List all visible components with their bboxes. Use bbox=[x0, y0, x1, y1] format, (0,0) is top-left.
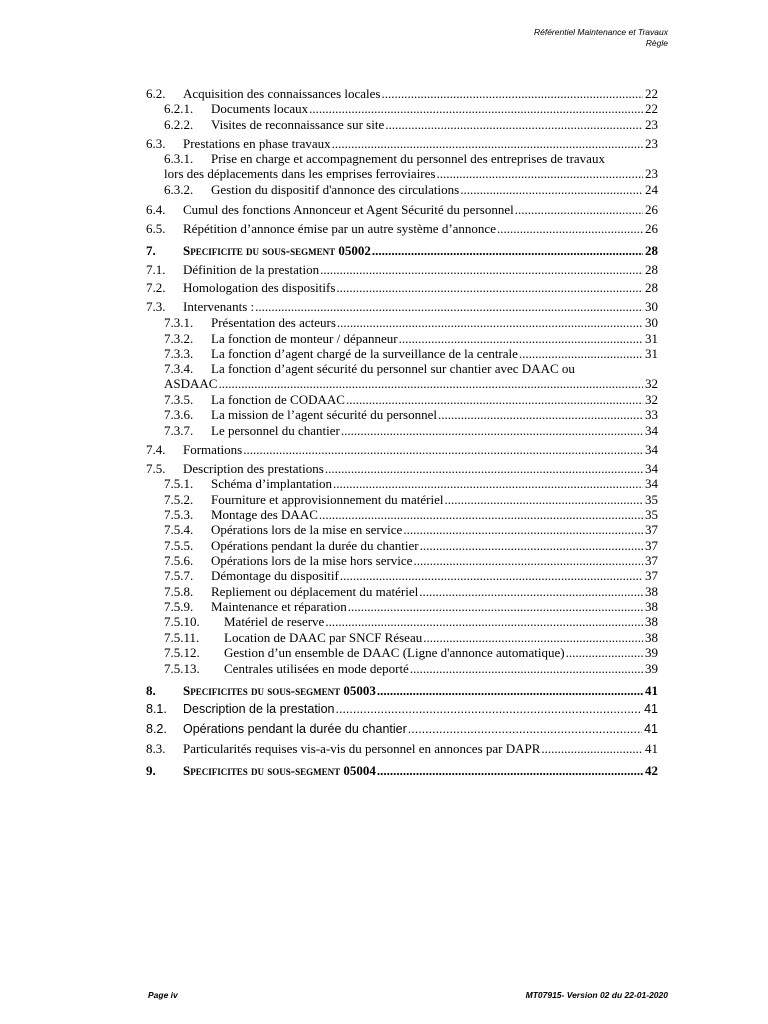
toc-entry-number: 7.5.12. bbox=[164, 645, 200, 660]
toc-dot-leader bbox=[372, 243, 643, 258]
toc-entry-number: 7.5.7. bbox=[164, 568, 194, 583]
toc-entry-number: 6.2.1. bbox=[164, 101, 194, 116]
toc-dot-leader bbox=[377, 683, 643, 698]
toc-entry[interactable] bbox=[164, 101, 658, 116]
toc-page-number: 28 bbox=[645, 262, 658, 277]
toc-entry[interactable] bbox=[146, 243, 658, 258]
toc-page-number: 22 bbox=[645, 101, 658, 116]
toc-entry-title bbox=[183, 243, 371, 258]
toc-page-number: 38 bbox=[645, 599, 658, 614]
toc-entry-title: Présentation des acteurs bbox=[211, 315, 336, 330]
toc-page-number: 28 bbox=[645, 280, 658, 295]
toc-entry-code: 05002 bbox=[338, 243, 371, 258]
toc-entry-number: 7.5.2. bbox=[164, 492, 194, 507]
toc-entry-title: Formations bbox=[183, 442, 243, 457]
toc-entry[interactable] bbox=[164, 614, 658, 629]
toc-entry[interactable] bbox=[146, 683, 658, 698]
toc-entry[interactable] bbox=[146, 741, 658, 756]
toc-entry-title: La fonction d’agent sécurité du personnel sur chantier avec DAAC ou bbox=[211, 361, 575, 376]
toc-dot-leader bbox=[340, 568, 643, 583]
toc-entry[interactable] bbox=[164, 645, 658, 660]
toc-entry[interactable] bbox=[164, 346, 658, 361]
toc-entry-code: 05003 bbox=[343, 683, 376, 698]
toc-entry-line[interactable] bbox=[164, 361, 658, 376]
toc-entry-title: La fonction de CODAAC bbox=[211, 392, 345, 407]
toc-page-number: 23 bbox=[645, 117, 658, 132]
toc-entry-title: Prestations en phase travaux bbox=[183, 136, 331, 151]
toc-dot-leader bbox=[438, 407, 643, 422]
toc-page-number: 41 bbox=[644, 702, 658, 716]
toc-dot-leader bbox=[436, 166, 643, 181]
toc-entry-number: 7.5.6. bbox=[164, 553, 194, 568]
toc-entry[interactable] bbox=[164, 166, 658, 181]
toc-entry-title: Repliement ou déplacement du matériel bbox=[211, 584, 419, 599]
toc-dot-leader bbox=[419, 584, 643, 599]
toc-entry-number: 6.3.1. bbox=[164, 151, 194, 166]
toc-page-number: 42 bbox=[645, 763, 658, 778]
toc-entry-title-continuation: lors des déplacements dans les emprises ferroviaires bbox=[164, 166, 436, 181]
toc-entry-number: 7.5.9. bbox=[164, 599, 194, 614]
toc-entry[interactable] bbox=[146, 136, 658, 151]
toc-entry-number: 7.5.11. bbox=[164, 630, 200, 645]
toc-entry-number: 7.5.8. bbox=[164, 584, 194, 599]
toc-entry-title: Homologation des dispositifs bbox=[183, 280, 336, 295]
toc-entry-number: 7.5.3. bbox=[164, 507, 194, 522]
toc-dot-leader bbox=[335, 702, 642, 717]
toc-dot-leader bbox=[460, 182, 643, 197]
toc-page-number: 26 bbox=[645, 202, 658, 217]
toc-entry-number: 7.3.3. bbox=[164, 346, 194, 361]
toc-entry-title: Définition de la prestation bbox=[183, 262, 320, 277]
toc-entry[interactable] bbox=[164, 376, 658, 391]
toc-dot-leader bbox=[566, 645, 643, 660]
toc-dot-leader bbox=[541, 741, 643, 756]
toc-entry-title: Démontage du dispositif bbox=[211, 568, 339, 583]
toc-dot-leader bbox=[381, 86, 643, 101]
toc-page-number: 34 bbox=[645, 461, 658, 476]
toc-entry[interactable] bbox=[146, 262, 658, 277]
toc-entry-title: Montage des DAAC bbox=[211, 507, 318, 522]
toc-entry[interactable] bbox=[146, 280, 658, 295]
toc-page-number: 34 bbox=[645, 442, 658, 457]
toc-entry[interactable] bbox=[164, 568, 658, 583]
toc-page-number: 31 bbox=[645, 331, 658, 346]
toc-entry-title: Intervenants : bbox=[183, 299, 255, 314]
toc-entry-title: Opérations pendant la durée du chantier bbox=[211, 538, 419, 553]
toc-page-number: 37 bbox=[645, 538, 658, 553]
toc-entry-title: Le personnel du chantier bbox=[211, 423, 340, 438]
toc-entry-title: Gestion d’un ensemble de DAAC (Ligne d'annonce automatique) bbox=[224, 645, 565, 660]
toc-page-number: 28 bbox=[645, 243, 658, 258]
toc-page-number: 37 bbox=[645, 522, 658, 537]
toc-dot-leader bbox=[218, 376, 643, 391]
toc-page-number: 41 bbox=[644, 722, 658, 736]
toc-entry[interactable] bbox=[146, 722, 658, 737]
toc-dot-leader bbox=[333, 476, 643, 491]
toc-entry-number: 7.4. bbox=[146, 442, 166, 457]
toc-page-number: 37 bbox=[645, 568, 658, 583]
toc-dot-leader bbox=[332, 136, 643, 151]
toc-entry-title: Acquisition des connaissances locales bbox=[183, 86, 381, 101]
toc-page-number: 30 bbox=[645, 299, 658, 314]
toc-entry-number: 7.3.6. bbox=[164, 407, 194, 422]
toc-entry[interactable] bbox=[164, 661, 658, 676]
toc-entry-number: 7.3.5. bbox=[164, 392, 194, 407]
toc-entry-title: Cumul des fonctions Annonceur et Agent Sécurité du personnel bbox=[183, 202, 514, 217]
toc-entry-number: 6.3.2. bbox=[164, 182, 194, 197]
toc-entry-number: 7.3.2. bbox=[164, 331, 194, 346]
toc-entry-title bbox=[183, 763, 376, 778]
toc-dot-leader bbox=[445, 492, 644, 507]
toc-dot-leader bbox=[399, 331, 643, 346]
toc-dot-leader bbox=[519, 346, 643, 361]
toc-entry[interactable] bbox=[164, 476, 658, 491]
toc-dot-leader bbox=[377, 763, 643, 778]
toc-entry-title: Description des prestations bbox=[183, 461, 324, 476]
toc-entry[interactable] bbox=[164, 538, 658, 553]
toc-dot-leader bbox=[255, 299, 643, 314]
toc-dot-leader bbox=[346, 392, 643, 407]
toc-entry[interactable] bbox=[146, 86, 658, 101]
toc-dot-leader bbox=[325, 614, 643, 629]
toc-entry-title: Répétition d’annonce émise par un autre système d’annonce bbox=[183, 221, 496, 236]
toc-entry-title: Documents locaux bbox=[211, 101, 309, 116]
toc-page-number: 30 bbox=[645, 315, 658, 330]
toc-entry-title: Maintenance et réparation bbox=[211, 599, 347, 614]
toc-entry[interactable] bbox=[164, 182, 658, 197]
toc-entry-title: Opérations lors de la mise en service bbox=[211, 522, 403, 537]
toc-dot-leader bbox=[385, 117, 643, 132]
toc-page-number: 37 bbox=[645, 553, 658, 568]
toc-entry[interactable] bbox=[164, 492, 658, 507]
toc-entry-number: 8.2. bbox=[146, 722, 167, 736]
toc-entry[interactable] bbox=[164, 117, 658, 132]
toc-entry[interactable] bbox=[146, 221, 658, 236]
toc-entry[interactable] bbox=[146, 763, 658, 778]
toc-entry[interactable] bbox=[164, 407, 658, 422]
toc-entry-number: 7.5.1. bbox=[164, 476, 194, 491]
footer-document-version: MT07915- Version 02 du 22-01-2020 bbox=[525, 990, 668, 1000]
toc-entry-number: 6.4. bbox=[146, 202, 166, 217]
toc-dot-leader bbox=[413, 553, 643, 568]
toc-entry-title: Location de DAAC par SNCF Réseau bbox=[224, 630, 423, 645]
toc-dot-leader bbox=[309, 101, 643, 116]
toc-entry-title: La mission de l’agent sécurité du personnel bbox=[211, 407, 437, 422]
toc-entry-title-continuation: ASDAAC bbox=[164, 376, 218, 391]
toc-page-number: 33 bbox=[645, 407, 658, 422]
toc-dot-leader bbox=[243, 442, 643, 457]
toc-entry[interactable] bbox=[164, 507, 658, 522]
toc-entry-title: Opérations pendant la durée du chantier bbox=[183, 722, 407, 736]
toc-entry-number: 7.3.4. bbox=[164, 361, 194, 376]
toc-entry-number: 7.1. bbox=[146, 262, 166, 277]
toc-dot-leader bbox=[420, 538, 643, 553]
toc-entry[interactable] bbox=[146, 202, 658, 217]
toc-dot-leader bbox=[325, 461, 643, 476]
toc-page-number: 32 bbox=[645, 392, 658, 407]
toc-page-number: 35 bbox=[645, 492, 658, 507]
toc-entry[interactable] bbox=[146, 461, 658, 476]
toc-entry-number: 7.5.5. bbox=[164, 538, 194, 553]
toc-dot-leader bbox=[341, 423, 643, 438]
toc-page-number: 38 bbox=[645, 614, 658, 629]
toc-entry-title-text: Specificites du sous-segment bbox=[183, 763, 341, 778]
toc-entry-title: Prise en charge et accompagnement du personnel des entreprises de travaux bbox=[211, 151, 605, 166]
header-title: Référentiel Maintenance et Travaux bbox=[533, 27, 668, 37]
toc-entry-number: 8.3. bbox=[146, 741, 166, 756]
toc-dot-leader bbox=[336, 280, 643, 295]
toc-page-number: 38 bbox=[645, 630, 658, 645]
toc-page-number: 34 bbox=[645, 423, 658, 438]
toc-entry-number: 8. bbox=[146, 683, 156, 698]
toc-entry-number: 7.5. bbox=[146, 461, 166, 476]
toc-entry-number: 7.3. bbox=[146, 299, 166, 314]
toc-entry[interactable] bbox=[164, 584, 658, 599]
toc-dot-leader bbox=[410, 661, 643, 676]
page-header bbox=[534, 27, 668, 49]
toc-entry-title: Schéma d’implantation bbox=[211, 476, 332, 491]
toc-dot-leader bbox=[408, 722, 642, 737]
toc-entry[interactable] bbox=[164, 331, 658, 346]
toc-page-number: 32 bbox=[645, 376, 658, 391]
toc-entry-title: Particularités requises vis-a-vis du personnel en annonces par DAPR bbox=[183, 741, 541, 756]
toc-entry-title: Gestion du dispositif d'annonce des circulations bbox=[211, 182, 460, 197]
toc-page-number: 41 bbox=[645, 741, 658, 756]
toc-entry-number: 7. bbox=[146, 243, 156, 258]
toc-entry-title: Description de la prestation bbox=[183, 702, 335, 716]
toc-entry-number: 6.2.2. bbox=[164, 117, 194, 132]
toc-entry-title bbox=[183, 683, 376, 698]
toc-dot-leader bbox=[320, 262, 643, 277]
toc-entry-number: 6.3. bbox=[146, 136, 166, 151]
footer-page-number: Page iv bbox=[148, 990, 178, 1000]
toc-dot-leader bbox=[337, 315, 643, 330]
toc-entry-title-text: Specificites du sous-segment bbox=[183, 683, 341, 698]
toc-entry-code: 05004 bbox=[343, 763, 376, 778]
toc-entry[interactable] bbox=[164, 423, 658, 438]
toc-entry[interactable] bbox=[146, 442, 658, 457]
toc-entry-number: 7.5.4. bbox=[164, 522, 194, 537]
toc-page-number: 38 bbox=[645, 584, 658, 599]
toc-page-number: 26 bbox=[645, 221, 658, 236]
toc-entry-number: 8.1. bbox=[146, 702, 167, 716]
toc-entry-title: Visites de reconnaissance sur site bbox=[211, 117, 385, 132]
toc-dot-leader bbox=[515, 202, 643, 217]
toc-entry-number: 6.5. bbox=[146, 221, 166, 236]
toc-page-number: 39 bbox=[645, 645, 658, 660]
toc-entry[interactable] bbox=[164, 599, 658, 614]
toc-entry[interactable] bbox=[146, 702, 658, 717]
toc-page-number: 23 bbox=[645, 166, 658, 181]
toc-entry-number: 7.5.10. bbox=[164, 614, 200, 629]
toc-page-number: 39 bbox=[645, 661, 658, 676]
toc-page-number: 31 bbox=[645, 346, 658, 361]
toc-entry-line[interactable] bbox=[164, 151, 658, 166]
toc-entry-title: Opérations lors de la mise hors service bbox=[211, 553, 413, 568]
toc-page-number: 23 bbox=[645, 136, 658, 151]
toc-entry-title: La fonction d’agent chargé de la surveillance de la centrale bbox=[211, 346, 518, 361]
toc-page-number: 34 bbox=[645, 476, 658, 491]
toc-page-number: 41 bbox=[645, 683, 658, 698]
toc-entry-number: 7.5.13. bbox=[164, 661, 200, 676]
toc-entry[interactable] bbox=[146, 299, 658, 314]
toc-entry-number: 7.3.7. bbox=[164, 423, 194, 438]
toc-entry-number: 9. bbox=[146, 763, 156, 778]
toc-entry-number: 7.2. bbox=[146, 280, 166, 295]
toc-entry[interactable] bbox=[164, 630, 658, 645]
toc-entry[interactable] bbox=[164, 522, 658, 537]
toc-entry[interactable] bbox=[164, 392, 658, 407]
header-subtitle: Règle bbox=[645, 38, 668, 48]
toc-dot-leader bbox=[423, 630, 643, 645]
toc-entry-number: 7.3.1. bbox=[164, 315, 194, 330]
toc-page-number: 22 bbox=[645, 86, 658, 101]
toc-dot-leader bbox=[403, 522, 643, 537]
toc-entry-title-text: Specificite du sous-segment bbox=[183, 243, 336, 258]
toc-entry-title: La fonction de monteur / dépanneur bbox=[211, 331, 398, 346]
toc-dot-leader bbox=[348, 599, 643, 614]
toc-entry-title: Centrales utilisées en mode deporté bbox=[224, 661, 409, 676]
toc-dot-leader bbox=[319, 507, 643, 522]
toc-page-number: 35 bbox=[645, 507, 658, 522]
toc-page-number: 24 bbox=[645, 182, 658, 197]
toc-entry-number: 6.2. bbox=[146, 86, 166, 101]
toc-entry-title: Matériel de reserve bbox=[224, 614, 325, 629]
toc-entry-title: Fourniture et approvisionnement du matériel bbox=[211, 492, 444, 507]
toc-entry[interactable] bbox=[164, 315, 658, 330]
toc-dot-leader bbox=[497, 221, 643, 236]
toc-entry[interactable] bbox=[164, 553, 658, 568]
